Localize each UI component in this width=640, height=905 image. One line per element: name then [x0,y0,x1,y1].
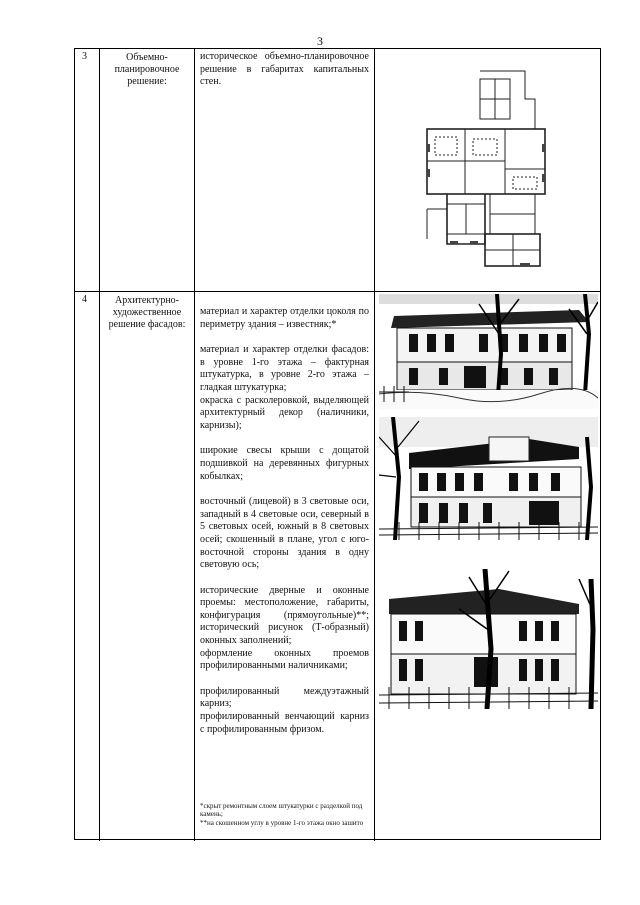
facade-photo-corner [379,569,598,709]
description-paragraph: профилированный венчающий карниз с профилированным фризом. [200,711,369,735]
description-paragraph: материал и характер отделки цоколя по периметру здания – известняк;* [200,306,369,330]
footnotes [200,802,370,827]
description-paragraph: профилированный междуэтажный карниз; [200,685,369,710]
footnote: *скрыт ремонтным слоем штукатурки с разделкой под камень; [200,802,363,819]
facade-photos-cell [375,292,600,841]
description-paragraph: исторические дверные и оконные проемы: местоположение, габариты, конфигурация (прямоугольные)**; исторический рисунок (Т-образный) оконных заполнений; [200,584,369,647]
table-row [75,49,600,292]
floor-plan-cell [375,49,600,291]
row-number: 3 [82,51,87,62]
footnote: **на скошенном углу в уровне 1-го этажа окно зашито [200,818,364,827]
page-number: 3 [317,34,323,48]
description-paragraph: материал и характер отделки фасадов: в уровне 1-го этажа – фактурная штукатурка, в уровне 2-го этажа – гладкая штукатурка; [200,344,369,393]
row-name: Объемно-планировочное решение: [114,52,180,87]
floor-plan-drawing [425,69,555,274]
row-name: Архитектурно-художественное решение фасадов: [108,295,186,330]
row-description [195,292,374,736]
description-paragraph: восточный (лицевой) в 3 световые оси, западный в 4 световые оси, северный в 5 световых осей, южный в 8 световых осей; скошенный в плане, угол с юго-восточной стороны здания в одну световую ось; [200,496,369,571]
description-paragraph: широкие свесы крыши с дощатой подшивкой на деревянных фигурных кобылках; [200,445,369,482]
description-paragraph: оформление оконных проемов профилированными наличниками; [200,647,369,672]
row-description [195,49,374,89]
description-paragraph: окраска с расколеровкой, выделяющей архитектурный декор (наличники, карнизы); [200,394,369,431]
facade-photo-south [379,417,598,540]
heritage-table [74,48,601,840]
facade-photo-east [379,294,598,409]
description-paragraph: историческое объемно-планировочное решение в габаритах капитальных стен. [200,51,369,88]
row-number: 4 [82,294,87,305]
table-row [75,292,600,841]
